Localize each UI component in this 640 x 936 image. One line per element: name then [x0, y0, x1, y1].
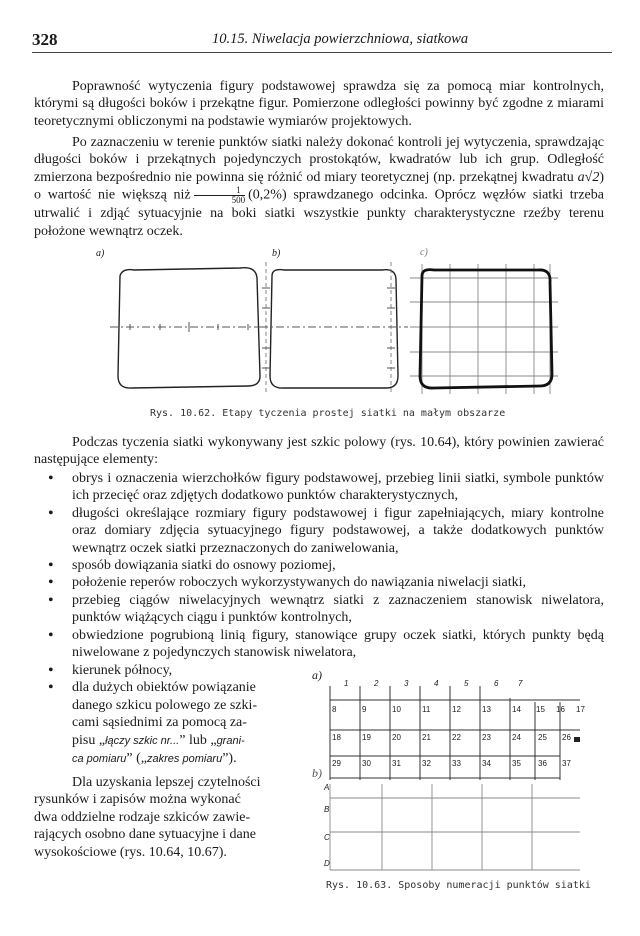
last-bullet-line-4-italic: łączy szkic nr...	[105, 734, 180, 747]
fraction	[194, 186, 246, 205]
grid-b-letter: D	[324, 859, 330, 868]
list-item: • obrys i oznaczenia wierzchołków figury podstawowej, przebieg linii siatki, symbole punktów ich przecięć oraz zdjętych dodatkowo punktów charakterystycznych,	[34, 470, 604, 505]
fraction-denominator: 500	[231, 195, 246, 206]
last-bullet-line-3: cami sąsiednimi za pomocą za-	[72, 715, 247, 731]
fig1-b-outline	[270, 270, 398, 388]
fig1-label-a: a)	[96, 248, 105, 259]
paragraph-4-line-2: rysunków i zapisów można wykonać	[34, 792, 241, 808]
paragraph-4	[34, 774, 302, 861]
grid-row2-number: 20	[392, 733, 401, 742]
last-bullet-line-5b: ”).	[222, 751, 237, 767]
paragraph-4-line-4: rających osobno dane sytuacyjne i dane	[34, 827, 256, 843]
paragraph-2-part-a: Po zaznaczeniu w terenie punktów siatki należy dokonać kontroli jej wytyczenia, sprawdzając długości boków i przekątnych pojedynczych prostokątów, kwadratów lub ich grup. Odległość zmierzona bezpośrednio nie powinna się różnić od miary teoretycznej (np. przekątnej kwadratu	[34, 135, 604, 185]
paragraph-2-part-c: (0,2%) sprawdzanego odcinka. Oprócz węzłów siatki trzeba utrwalić i zdjąć sytuacyjnie na boki siatki wszystkie punkty charakterystyczne rzeźby terenu położone wewnątrz oczek.	[34, 187, 604, 239]
list-item: • sposób dowiązania siatki do osnowy poziomej,	[34, 557, 604, 574]
list-item: • długości określające rozmiary figury podstawowej i figur zapełniających, miary kontrolne oraz domiary zdjęcia sytuacyjnego figury podstawowej, a także dodatkowych punktów wewnątrz oczek siatki przeznaczonych do zaniwelowania,	[34, 505, 604, 557]
grid-row2-number: 23	[482, 733, 491, 742]
paragraph-2-part-b: ) o wartość nie większą niż	[34, 169, 604, 203]
grid-row3-number: 33	[452, 759, 461, 768]
grid-row3-number: 32	[422, 759, 431, 768]
grid-row3-number: 29	[332, 759, 341, 768]
grid-row1-number: 14	[512, 705, 521, 714]
paragraph-4-line-1: Dla uzyskania lepszej czytelności	[72, 775, 261, 790]
fig1-label-c: c)	[420, 247, 428, 258]
grid-top-number: 2	[374, 679, 379, 688]
paragraph-1: Poprawność wytyczenia figury podstawowej sprawdza się za pomocą miar kontrolnych, którymi są długości boków i przekątne figur. Pomierzone odległości powinny być zgodne z miarami teoretycznymi obliczonymi na podstawie wymiarów projektowych.	[34, 79, 604, 129]
grid-row3-number: 35	[512, 759, 521, 768]
grid-row3-number: 31	[392, 759, 401, 768]
grid-row2-number: 26	[562, 733, 571, 742]
paragraph-4-line-5: wysokościowe (rys. 10.64, 10.67).	[34, 844, 227, 860]
grid-b-letter: A	[324, 783, 330, 792]
last-bullet-line-4-italic-2: grani-	[216, 734, 245, 747]
grid-row3-number: 30	[362, 759, 371, 768]
section-title: 10.15. Niwelacja powierzchniowa, siatkowa	[212, 31, 469, 47]
grid-row1-number: 16	[556, 705, 565, 714]
paragraph-4-line-3: dwa oddzielne rodzaje szkiców zawie-	[34, 809, 251, 825]
fig2-label-b: b)	[312, 766, 322, 780]
grid-row3-number: 36	[538, 759, 547, 768]
list-item: • kierunek północy,	[34, 662, 302, 679]
sqrt-expression: a√2	[577, 169, 600, 185]
grid-top-number: 5	[464, 679, 469, 688]
paragraph-2	[34, 134, 604, 240]
figure-10-62	[110, 258, 560, 398]
list-item: • przebieg ciągów niwelacyjnych wewnątrz siatki z zaznaczeniem stanowisk niwelatora, punktów wiążących ciągu i punktów kontrolnych,	[34, 592, 604, 627]
grid-row1-number: 11	[422, 705, 431, 714]
grid-row1-number: 9	[362, 705, 367, 714]
last-bullet-line-5a: ” („	[126, 751, 148, 767]
grid-top-number: 1	[344, 679, 349, 688]
fig1-label-b: b)	[272, 248, 281, 259]
list-item: • obwiedzione pogrubioną linią figury, stanowiące grupy oczek siatki, których punkty będą niwelowane z pojedynczych stanowisk niwelatora,	[34, 627, 604, 662]
grid-row3-number: 34	[482, 759, 491, 768]
list-item: • położenie reperów roboczych wykorzystywanych do nawiązania niwelacji siatki,	[34, 574, 604, 591]
last-bullet-line-5-italic-2: zakres pomiaru	[147, 753, 223, 766]
fraction-numerator: 1	[194, 186, 246, 196]
grid-row2-number: 19	[362, 733, 371, 742]
grid-row1-number: 17	[576, 705, 585, 714]
grid-row3-number: 37	[562, 759, 571, 768]
paragraph-3: Podczas tyczenia siatki wykonywany jest szkic polowy (rys. 10.64), który powinien zawierać następujące elementy:	[34, 435, 604, 468]
last-bullet-line-1: dla dużych obiektów powiązanie	[72, 680, 256, 696]
grid-row2-number: 21	[422, 733, 431, 742]
grid-top-number: 3	[404, 679, 409, 688]
grid-row2-number: 22	[452, 733, 461, 742]
grid-row2-number: 24	[512, 733, 521, 742]
fig1-c-grid	[410, 264, 558, 394]
grid-top-number: 4	[434, 679, 439, 688]
element-list	[34, 470, 604, 661]
page-number: 328	[32, 30, 58, 49]
list-item-last	[34, 679, 302, 768]
header-rule	[32, 52, 612, 53]
figure-10-63-caption: Rys. 10.63. Sposoby numeracji punktów siatki	[326, 880, 591, 891]
grid-row2-number: 18	[332, 733, 341, 742]
last-bullet-line-4a: pisu „	[72, 732, 106, 748]
last-bullet-line-2: danego szkicu polowego ze szki-	[72, 697, 258, 713]
figure-10-63	[320, 672, 592, 872]
fig2-b-grid	[330, 784, 580, 870]
grid-top-number: 7	[518, 679, 523, 688]
grid-row1-number: 10	[392, 705, 401, 714]
last-bullet-line-4b: ” lub „	[179, 732, 217, 748]
grid-row2-number: 25	[538, 733, 547, 742]
last-bullet-line-5-italic: ca pomiaru	[72, 753, 127, 766]
fig1-c-outline	[420, 270, 552, 388]
grid-top-number: 6	[494, 679, 499, 688]
grid-row1-number: 12	[452, 705, 461, 714]
figure-10-62-caption: Rys. 10.62. Etapy tyczenia prostej siatki na małym obszarze	[150, 408, 506, 419]
grid-row1-number: 15	[536, 705, 545, 714]
grid-b-letter: B	[324, 805, 330, 814]
grid-row1-number: 13	[482, 705, 491, 714]
element-list-narrow	[34, 662, 302, 768]
grid-b-letter: C	[324, 833, 330, 842]
fig2-label-a: a)	[312, 668, 322, 682]
grid-row1-number: 8	[332, 705, 337, 714]
